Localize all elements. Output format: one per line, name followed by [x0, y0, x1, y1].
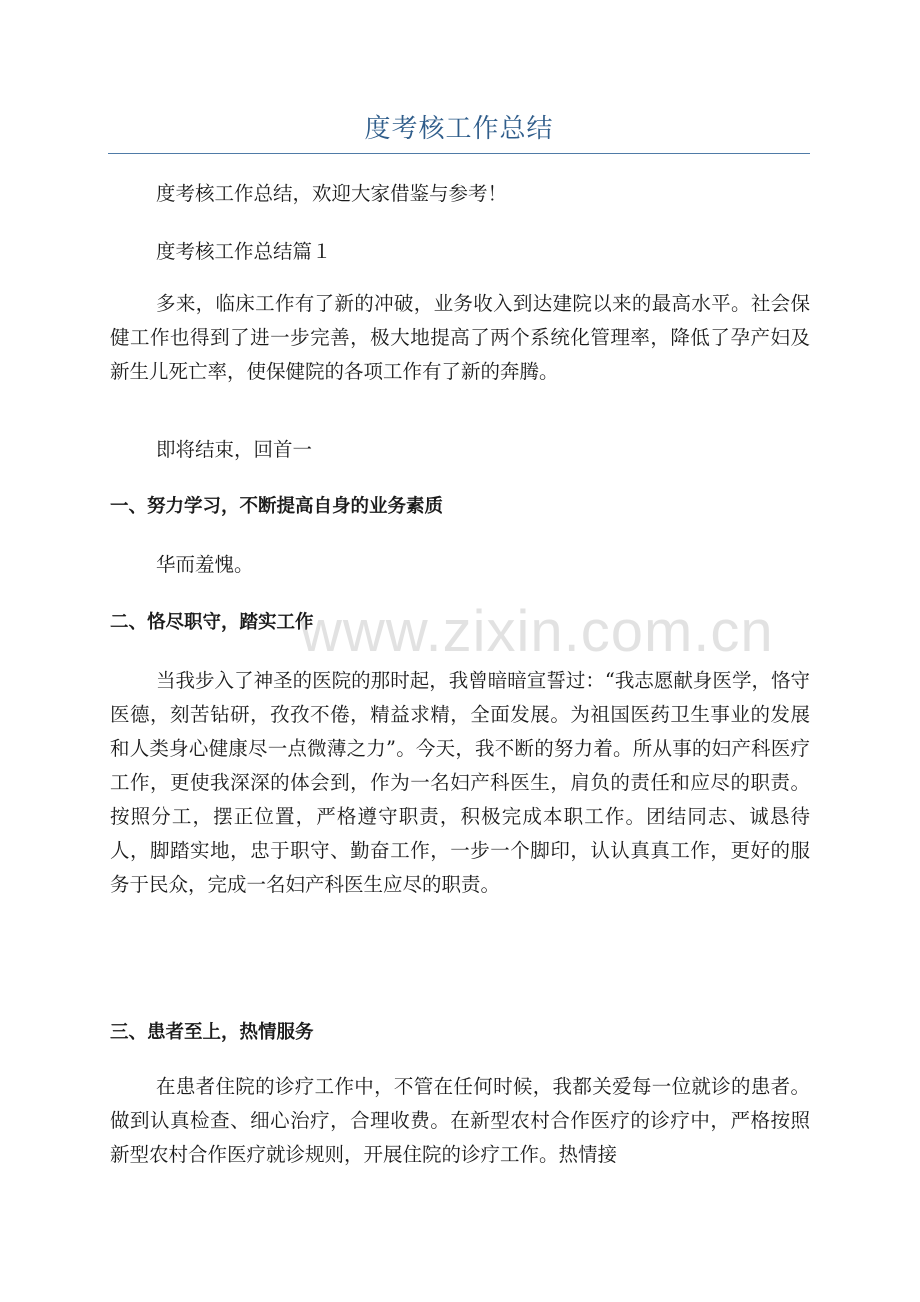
- section-heading-2: 二、恪尽职守，踏实工作: [110, 612, 314, 633]
- section-subtitle: 度考核工作总结篇１: [156, 240, 332, 263]
- title-underline: [108, 153, 810, 154]
- section-heading-3: 三、患者至上，热情服务: [110, 1022, 314, 1043]
- body-paragraph-4: 当我步入了神圣的医院的那时起，我曾暗暗宣誓过：“我志愿献身医学，恪守医德，刻苦钻研，孜孜不倦，精益求精，全面发展。为祖国医药卫生事业的发展和人类身心健康尽一点微薄之力”。今天，我不断的努力着。所从事的妇产科医疗工作，更使我深深的体会到，作为一名妇产科医生，肩负的责任和应尽的职责。按照分工，摆正位置，严格遵守职责，积极完成本职工作。团结同志、诚恳待人，脚踏实地，忠于职守、勤奋工作，一步一个脚印，认认真真工作，更好的服务于民众，完成一名妇产科医生应尽的职责。: [110, 669, 810, 896]
- document-title: 度考核工作总结: [364, 114, 554, 144]
- body-paragraph-5: 在患者住院的诊疗工作中，不管在任何时候，我都关爱每一位就诊的患者。做到认真检查、细心治疗，合理收费。在新型农村合作医疗的诊疗中，严格按照新型农村合作医疗就诊规则，开展住院的诊疗工作。热情接: [110, 1075, 810, 1166]
- section-heading-1: 一、努力学习，不断提高自身的业务素质: [110, 496, 444, 517]
- watermark-text: www.zixin.com.cn: [300, 599, 774, 664]
- body-paragraph-2: 即将结束，回首一: [156, 438, 313, 461]
- body-paragraph-3: 华而羞愧。: [156, 553, 254, 576]
- intro-paragraph: 度考核工作总结，欢迎大家借鉴与参考！: [156, 182, 508, 205]
- body-paragraph-1: 多来，临床工作有了新的冲破，业务收入到达建院以来的最高水平。社会保健工作也得到了进一步完善，极大地提高了两个系统化管理率，降低了孕产妇及新生儿死亡率，使保健院的各项工作有了新的奔腾。: [110, 292, 810, 383]
